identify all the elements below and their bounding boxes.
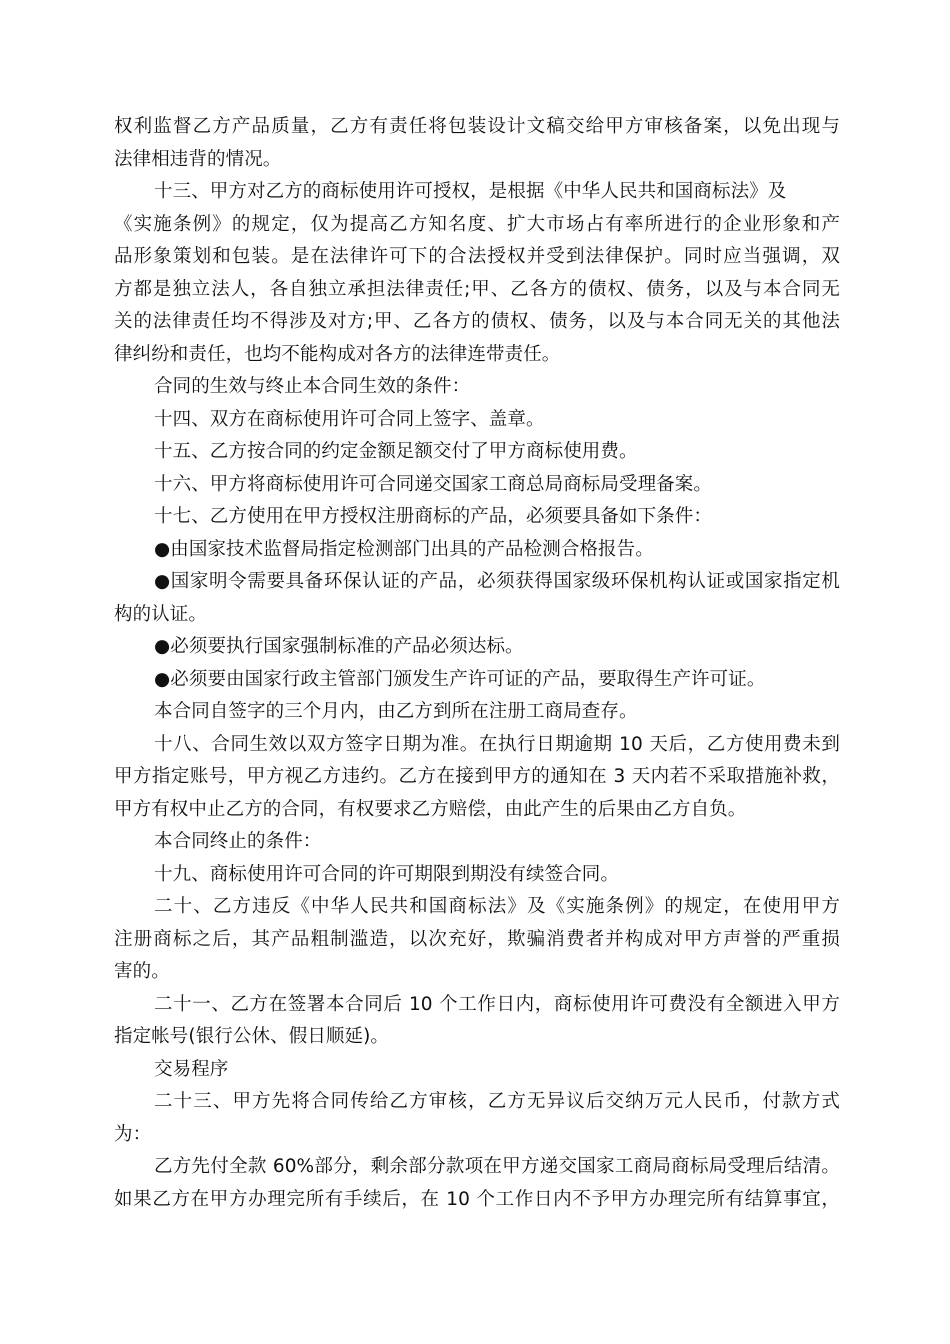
text-line: 如果乙方在甲方办理完所有手续后，在 10 个工作日内不予甲方办理完所有结算事宜， [114,1188,840,1210]
text-line: 关的法律责任均不得涉及对方;甲、乙各方的债权、债务，以及与本合同无关的其他法 [114,311,840,332]
text-line: ●必须要执行国家强制标准的产品必须达标。 [154,636,524,657]
text-line: 十六、甲方将商标使用许可合同递交国家工商总局商标局受理备案。 [154,473,713,495]
text-line: 为： [114,1123,152,1145]
text-line: 指定帐号(银行公休、假日顺延)。 [114,1026,390,1047]
text-line: 律纠纷和责任，也均不能构成对各方的法律连带责任。 [114,343,561,365]
text-line: ●国家明令需要具备环保认证的产品，必须获得国家级环保机构认证或国家指定机 [154,571,840,592]
text-line: 方都是独立法人，各自独立承担法律责任;甲、乙各方的债权、债务，以及与本合同无 [114,278,840,300]
text-line: 十九、商标使用许可合同的许可期限到期没有续签合同。 [154,863,620,885]
text-line: 二十一、乙方在签署本合同后 10 个工作日内，商标使用许可费没有全额进入甲方 [154,993,840,1015]
text-line: 甲方有权中止乙方的合同，有权要求乙方赔偿，由此产生的后果由乙方自负。 [114,798,747,820]
text-line: 害的。 [114,961,170,982]
text-line: 法律相违背的情况。 [114,148,282,170]
text-line: 二十三、甲方先将合同传给乙方审核，乙方无异议后交纳万元人民币，付款方式 [154,1091,840,1112]
text-line: 十五、乙方按合同的约定金额足额交付了甲方商标使用费。 [154,441,638,462]
text-line: 《实施条例》的规定，仅为提高乙方知名度、扩大市场占有率所进行的企业形象和产 [114,213,840,235]
text-line: 交易程序 [154,1058,229,1080]
text-line: 构的认证。 [114,603,208,625]
text-line: 二十、乙方违反《中华人民共和国商标法》及《实施条例》的规定，在使用甲方 [154,896,840,917]
text-line: 十八、合同生效以双方签字日期为准。在执行日期逾期 10 天后，乙方使用费未到 [154,733,840,755]
text-line: 注册商标之后，其产品粗制滥造，以次充好，欺骗消费者并构成对甲方声誉的严重损 [114,928,840,950]
text-line: ●必须要由国家行政主管部门颁发生产许可证的产品，要取得生产许可证。 [154,668,766,690]
text-line: 十七、乙方使用在甲方授权注册商标的产品，必须要具备如下条件： [154,506,713,527]
text-line: 本合同自签字的三个月内，由乙方到所在注册工商局查存。 [154,701,638,722]
text-line: 权利监督乙方产品质量，乙方有责任将包装设计文稿交给甲方审核备案，以免出现与 [114,116,840,137]
text-line: 合同的生效与终止本合同生效的条件： [154,376,471,397]
text-line: 本合同终止的条件： [154,831,322,852]
text-line: 甲方指定账号，甲方视乙方违约。乙方在接到甲方的通知在 3 天内若不采取措施补救， [114,766,840,787]
text-line: 乙方先付全款 60%部分，剩余部分款项在甲方递交国家工商局商标局受理后结清。 [154,1156,840,1177]
text-line: ●由国家技术监督局指定检测部门出具的产品检测合格报告。 [154,538,654,560]
text-line: 十四、双方在商标使用许可合同上签字、盖章。 [154,408,545,430]
text-line: 十三、甲方对乙方的商标使用许可授权，是根据《中华人民共和国商标法》及 [154,181,787,202]
text-line: 品形象策划和包装。是在法律许可下的合法授权并受到法律保护。同时应当强调，双 [114,246,840,267]
contract-text-body [114,111,840,1216]
